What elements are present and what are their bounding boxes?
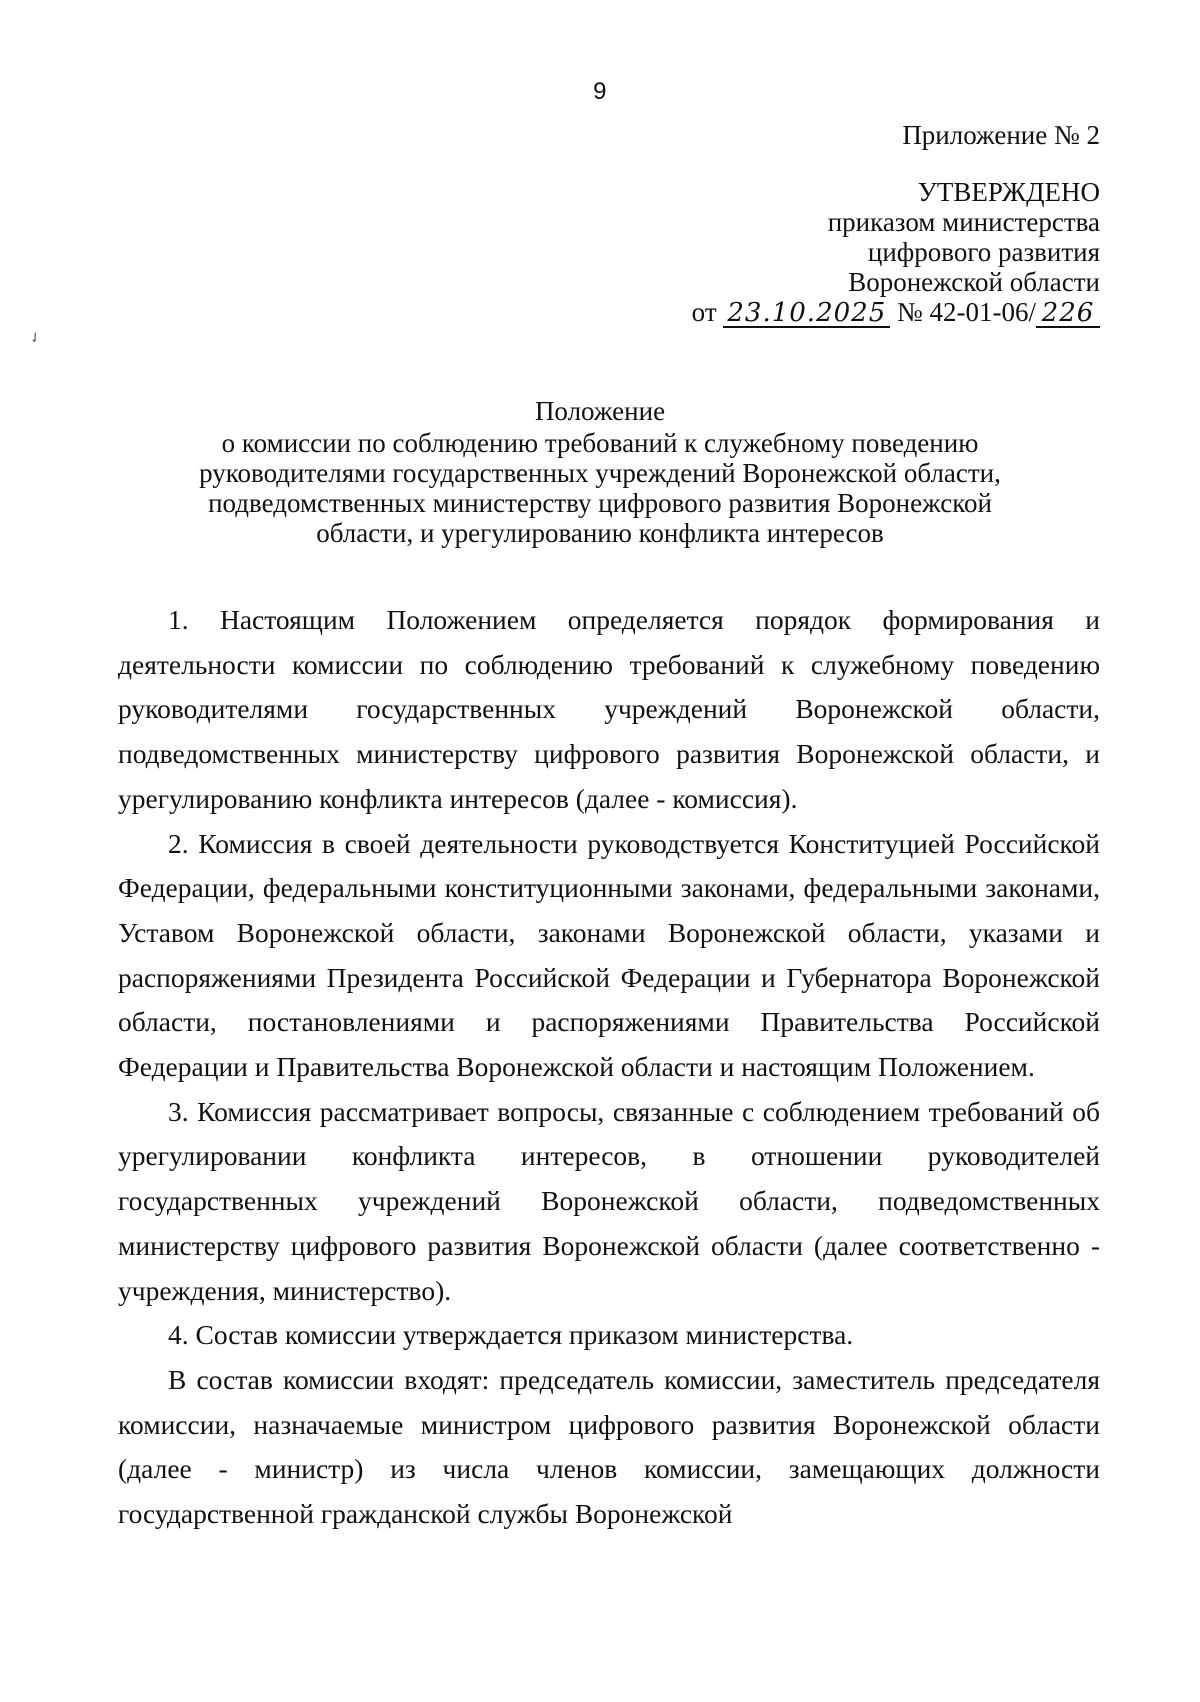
document-body xyxy=(118,598,1100,1537)
document-title xyxy=(120,396,1080,548)
approval-line-3: Воронежской области xyxy=(848,267,1100,297)
order-number-prefix: № 42-01-06/ xyxy=(897,297,1036,327)
margin-check-mark: ✓ xyxy=(26,328,45,349)
title-line-1: Положение xyxy=(534,396,666,426)
page-number: 9 xyxy=(593,78,607,105)
paragraph-3: 3. Комиссия рассматривает вопросы, связанные с соблюдением требований об урегулировании конфликта интересов, в отношении руководителей государственных учреждений Воронежской области, подведомственных министерству цифрового развития Воронежской области (далее соответственно - учреждения, министерство). xyxy=(118,1095,1100,1306)
order-reference xyxy=(692,297,1100,328)
paragraph-5: В состав комиссии входят: председатель комиссии, заместитель председателя комиссии, назначаемые министром цифрового развития Воронежской области (далее - министр) из числа членов комиссии, замещающих должности государственной гражданской службы Воронежской xyxy=(118,1363,1100,1530)
approval-line-2: цифрового развития xyxy=(867,237,1100,267)
annex-label: Приложение № 2 xyxy=(902,120,1100,150)
title-line-2: о комиссии по соблюдению требований к служебному поведению xyxy=(221,428,979,458)
approved-label: УТВЕРЖДЕНО xyxy=(917,177,1100,207)
paragraph-4: 4. Состав комиссии утверждается приказом министерства. xyxy=(168,1319,854,1351)
handwritten-order-number: 226 xyxy=(1036,300,1100,328)
title-line-5: области, и урегулированию конфликта интересов xyxy=(316,518,884,548)
title-line-3: руководителями государственных учреждений Воронежской области, xyxy=(199,458,1001,488)
paragraph-2: 2. Комиссия в своей деятельности руководствуется Конституцией Российской Федерации, федеральными конституционными законами, федеральными законами, Уставом Воронежской области, законами Воронежской области, указами и распоряжениями Президента Российской Федерации и Губернатора Воронежской области, постановлениями и распоряжениями Правительства Российской Федерации и Правительства Воронежской области и настоящим Положением. xyxy=(118,827,1100,1083)
from-label: от xyxy=(691,297,717,327)
approval-stamp xyxy=(692,120,1100,328)
approval-line-1: приказом министерства xyxy=(827,207,1100,237)
handwritten-date: 23.10.2025 xyxy=(723,300,890,328)
title-line-4: подведомственных министерству цифрового развития Воронежской xyxy=(208,488,992,518)
paragraph-1: 1. Настоящим Положением определяется порядок формирования и деятельности комиссии по соблюдению требований к служебному поведению руководителями государственных учреждений Воронежской области, подведомственных министерству цифрового развития Воронежской области, и урегулированию конфликта интересов (далее - комиссия). xyxy=(118,604,1100,814)
